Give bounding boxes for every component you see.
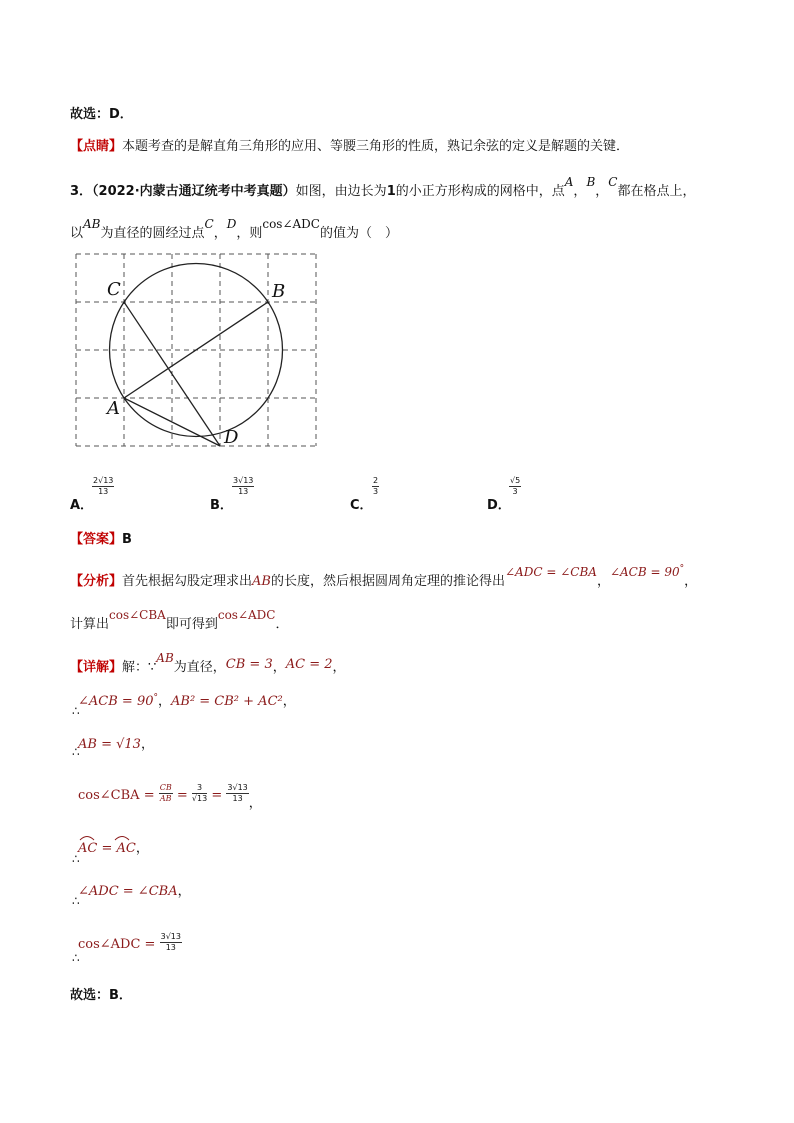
question-text: 的值为（ ）: [320, 226, 399, 241]
math-pythagoras: AB² = CB² + AC²: [171, 694, 283, 709]
math-cos-cba: cos∠CBA =: [78, 788, 155, 803]
frac-denominator: 13: [165, 943, 176, 952]
comma: ，: [573, 184, 587, 199]
therefore-symbol: ∴: [72, 894, 80, 908]
answer-line: [70, 528, 132, 547]
question-line-2: [70, 217, 399, 241]
segment-ab: AB: [83, 217, 101, 231]
frac-numerator: CB: [159, 783, 172, 792]
comment-text: 本题考查的是解直角三角形的应用、等腰三角形的性质，熟记余弦的定义是解题的关键．: [122, 139, 630, 154]
frac-numerator: 3: [192, 783, 207, 794]
equals: =: [211, 788, 223, 803]
therefore-symbol: ∴: [72, 951, 80, 965]
question-source: （2022·内蒙古通辽统考中考真题）: [92, 184, 296, 199]
analysis-text: 即可得到: [165, 617, 218, 632]
detail-line-1: [70, 651, 346, 675]
math-acb: ∠ACB = 90: [609, 565, 680, 579]
option-denominator: 3: [512, 487, 518, 496]
label-b: B: [272, 281, 286, 302]
option-label: A．: [70, 498, 94, 513]
comma: ，: [213, 226, 227, 241]
frac-denominator: √13: [191, 794, 208, 803]
analysis-tag: 【分析】: [70, 574, 123, 589]
final-choice: 故选：B．: [70, 988, 132, 1003]
detail-line-6: [78, 880, 191, 899]
option-numerator: 2: [373, 476, 379, 485]
degree: °: [679, 564, 685, 574]
cos-adc: cos∠ADC: [262, 217, 320, 231]
question-line-1: [70, 175, 696, 199]
equals: =: [176, 788, 188, 803]
previous-choice: 故选：D．: [70, 107, 133, 122]
point-d: D: [226, 217, 237, 231]
question-text: 以: [70, 226, 84, 241]
option-label: C．: [350, 498, 373, 513]
math-cos-adc: cos∠ADC =: [78, 937, 156, 952]
math-arc-equal: AC = AC: [78, 841, 136, 856]
comma: ，: [140, 737, 154, 752]
option-numerator: √5: [510, 476, 521, 485]
option-numerator: 2√13: [93, 476, 114, 485]
comma: ，: [684, 574, 698, 589]
math-cos-cba: cos∠CBA: [109, 608, 166, 622]
math-acb-right: [78, 694, 158, 709]
frac-numerator: 3√13: [227, 783, 248, 792]
label-d: D: [224, 427, 239, 448]
analysis-text: 计算出: [70, 617, 110, 632]
therefore-symbol: ∴: [72, 852, 80, 866]
math-ab: AB: [156, 651, 174, 665]
comma: ，: [332, 660, 346, 675]
degree: °: [153, 693, 158, 703]
frac-numerator: 3√13: [160, 932, 181, 941]
question-text: 都在格点上，: [617, 184, 696, 199]
detail-tag: 【详解】: [70, 660, 123, 675]
analysis-line-2: [70, 608, 289, 632]
comma: ，: [135, 841, 149, 856]
math-right-angle: [610, 565, 684, 579]
comma: ，: [596, 574, 610, 589]
arc-marks: [78, 833, 138, 841]
segment-ab: [124, 302, 268, 398]
detail-text: 解：∵: [122, 660, 157, 675]
label-a: A: [107, 398, 120, 419]
label-c: C: [107, 279, 121, 300]
frac-denominator: AB: [159, 794, 172, 803]
question-text: ，则: [236, 226, 263, 241]
point-b: B: [586, 175, 596, 189]
analysis-line-1: [70, 564, 698, 589]
math-acb: ∠ACB = 90: [78, 694, 154, 709]
answer-tag: 【答案】: [70, 532, 123, 547]
frac-denominator: 13: [232, 794, 243, 803]
question-text: 为直径的圆经过点: [100, 226, 205, 241]
math-angle-eq: ∠ADC = ∠CBA: [78, 884, 178, 899]
option-label: B．: [210, 498, 233, 513]
comma: ，: [282, 694, 296, 709]
point-c: C: [204, 217, 214, 231]
question-text: 的小正方形构成的网格中，点: [395, 184, 565, 199]
comma: ，: [595, 184, 609, 199]
detail-line-2: [78, 690, 296, 709]
option-denominator: 13: [98, 487, 109, 496]
math-ac: AC = 2: [285, 657, 333, 672]
therefore-symbol: ∴: [72, 704, 80, 718]
point-c: C: [608, 175, 618, 189]
therefore-symbol: ∴: [72, 745, 80, 759]
geometry-figure: [70, 248, 330, 453]
detail-line-3: [78, 733, 154, 752]
option-numerator: 3√13: [233, 476, 254, 485]
analysis-text: 的长度，然后根据圆周角定理的推论得出: [270, 574, 505, 589]
comma: ，: [272, 660, 286, 675]
period: ．: [275, 617, 289, 632]
comment-line: [70, 135, 629, 154]
comma: ，: [248, 796, 262, 811]
comma: ，: [157, 694, 171, 709]
math-ab: AB: [252, 574, 271, 589]
comment-tag: 【点睛】: [70, 139, 123, 154]
option-denominator: 3: [373, 487, 379, 496]
option-denominator: 13: [238, 487, 249, 496]
option-label: D．: [487, 498, 511, 513]
point-a: A: [564, 175, 574, 189]
math-ab-value: AB = √13: [78, 737, 141, 752]
answer-value: B: [122, 532, 132, 547]
detail-line-4: [78, 783, 262, 811]
segment-cd: [124, 302, 220, 446]
question-text: 如图，由边长为: [295, 184, 387, 199]
math-cos-adc: cos∠ADC: [217, 608, 276, 622]
detail-text: 为直径，: [173, 660, 226, 675]
analysis-text: 首先根据勾股定理求出: [122, 574, 253, 589]
question-number: 3．: [70, 184, 93, 199]
math-cb: CB = 3: [225, 657, 273, 672]
comma: ，: [177, 884, 191, 899]
detail-line-7: [78, 934, 182, 955]
question-number-one: 1: [386, 184, 396, 199]
math-angle-eq: ∠ADC = ∠CBA: [505, 565, 597, 579]
